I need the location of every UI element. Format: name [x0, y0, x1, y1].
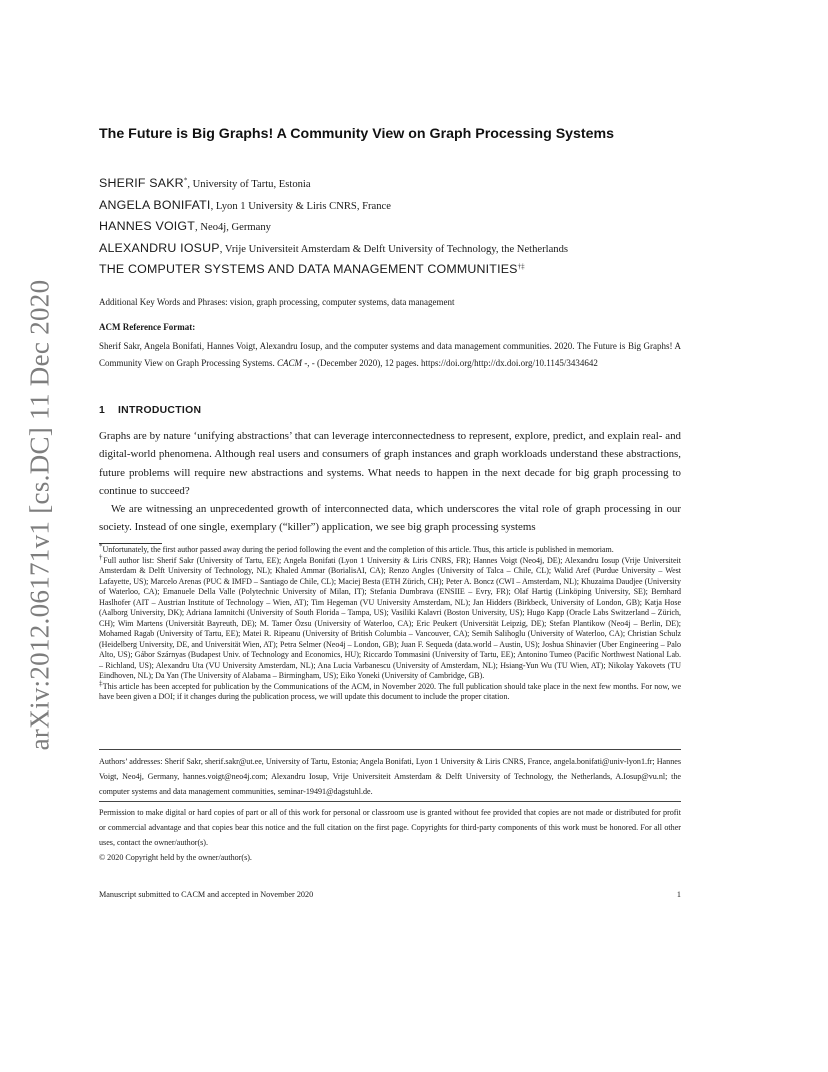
footnote-text: This article has been accepted for publication by the Communications of the ACM, in November 2020. The full publication should take place in the next few months. For now, we have been given a DOI; if it changes during the publication process, we will update this document to include the proper citation. — [99, 681, 682, 701]
permission-notice — [99, 805, 681, 865]
footnote-text: Unfortunately, the first author passed away during the period following the event and the completion of this article. Thus, this article is published in memoriam. — [102, 545, 614, 554]
author-list — [99, 173, 681, 281]
footnotes — [99, 542, 682, 703]
author-mark: †‡ — [517, 262, 525, 271]
paragraph: We are witnessing an unprecedented growth of interconnected data, which underscores the vital role of graph processing in our society. Instead of one single, exemplary (“killer”) application, we see big graph processing systems — [99, 503, 681, 534]
divider-rule — [99, 801, 681, 802]
footer-manuscript-note: Manuscript submitted to CACM and accepted in November 2020 — [99, 890, 314, 899]
author-affiliation: , Neo4j, Germany — [195, 222, 271, 233]
acm-reference — [99, 338, 681, 372]
footnote-text: Full author list: Sherif Sakr (University of Tartu, EE); Angela Bonifati (Lyon 1 University & Liris CNRS, FR); Hannes Voigt (Neo4j, DE); Alexandru Iosup (Vrije Universiteit Amsterdam & Delft University of Technology, NL); Khaled Ammar (BorialisAI, CA); Renzo Angles (University of Talca – Chile, CL); Walid Aref (Purdue University – West Lafayette, US); Marcelo Arenas (PUC & IMFD – Santiago de Chile, CL); Maciej Besta (ETH Zürich, CH); Peter A. Boncz (CWI – Amsterdam, NL); Khuzaima Daudjee (University of Waterloo, CA); Emanuele Della Valle (Polytechnic University of Milan, IT); Stefania Dumbrava (ENSIIE – Evry, FR); Olaf Hartig (Linköping University, SE); Bernhard Haslhofer (AIT – Austrian Institute of Technology – Wien, AT); Tim Hegeman (VU University Amsterdam, NL); Jan Hidders (Birkbeck, University of London, GB); Katja Hose (Aalborg University, DK); Adriana Iamnitchi (University of South Florida – Tampa, US); Vasiliki Kalavri (Boston University, US); Hugo Kapp (Oracle Labs Switzerland – Zürich, CH); Wim Martens (Universität Bayreuth, DE); M. Tamer Özsu (University of Waterloo, CA); Eric Peukert (Universität Leipzig, DE); Stefan Plantikow (Neo4j – Berlin, DE); Mohamed Ragab (University of Tartu, EE); Matei R. Ripeanu (University of British Columbia – Vancouver, CA); Semih Salihoglu (University of Waterloo, CA); Christian Schulz (Heidelberg University, DE, and Universität Wien, AT); Petra Selmer (Neo4j – London, GB); Juan F. Sequeda (data.world – Austin, US); Joshua Shinavier (Uber Engineering – Palo Alto, US); Gábor Szárnyas (Budapest Univ. of Technology and Economics, HU); Riccardo Tommasini (University of Tartu, EE); Antonino Tumeo (Pacific Northwest National Lab. – Richland, US); Alexandru Uta (VU University Amsterdam, NL); Ana Lucia Varbanescu (University of Amsterdam, NL); Hsiang-Yun Wu (TU Wien, AT); Nikolay Yakovets (TU Eindhoven, NL); Da Yan (The University of Alabama – Birmingham, US); Eiko Yoneki (University of Cambridge, GB). — [99, 555, 682, 680]
acm-reference-heading: ACM Reference Format: — [99, 322, 196, 332]
author-name: SHERIF SAKR — [99, 176, 184, 190]
keywords: Additional Key Words and Phrases: vision, graph processing, computer systems, data management — [99, 297, 455, 307]
section-title: INTRODUCTION — [118, 405, 202, 416]
author-affiliation: , Vrije Universiteit Amsterdam & Delft University of Technology, the Netherlands — [219, 243, 568, 255]
author-line — [99, 238, 681, 260]
footnote-rule — [99, 543, 162, 544]
copyright-text: © 2020 Copyright held by the owner/author(s). — [99, 853, 252, 862]
acm-reference-text: Sherif Sakr, Angela Bonifati, Hannes Voigt, Alexandru Iosup, and the computer systems and data management communities. 2020. The Future is Big Graphs! A Community View on Graph Processing Systems. — [99, 341, 681, 368]
author-affiliation: , Lyon 1 University & Liris CNRS, France — [210, 200, 391, 212]
author-name: THE COMPUTER SYSTEMS AND DATA MANAGEMENT COMMUNITIES — [99, 262, 518, 276]
permission-text: Permission to make digital or hard copies of part or all of this work for personal or classroom use is granted without fee provided that copies are not made or distributed for profit or commercial advantage and that copies bear this notice and the full citation on the first page. Copyrights for third-party components of this work must be honored. For all other uses, contact the owner/author(s). — [99, 808, 681, 847]
author-line — [99, 216, 681, 238]
acm-reference-venue: CACM — [277, 358, 303, 368]
author-addresses: Authors’ addresses: Sherif Sakr, sherif.sakr@ut.ee, University of Tartu, Estonia; Angela Bonifati, Lyon 1 University & Liris CNRS, France, angela.bonifati@univ-lyon1.fr; Hannes Voigt, Neo4j, Germany, hannes.voigt@neo4j.com; Alexandru Iosup, Vrije Universiteit Amsterdam & Delft University of Technology, the Netherlands, A.Iosup@vu.nl; the computer systems and data management communities, seminar-19491@dagstuhl.de. — [99, 757, 681, 796]
paper-title: The Future is Big Graphs! A Community View on Graph Processing Systems — [99, 126, 615, 142]
acm-reference-text-end: -, - (December 2020), 12 pages. https://doi.org/http://dx.doi.org/10.1145/3434642 — [302, 358, 598, 368]
author-line — [99, 259, 681, 281]
author-line — [99, 173, 681, 195]
section-heading — [99, 405, 201, 416]
page-footer — [99, 890, 681, 899]
author-mark: * — [183, 176, 188, 185]
footnote-star — [99, 542, 681, 556]
footnote-mark: ‡ — [99, 678, 103, 687]
footnote-dagger — [99, 552, 682, 682]
author-name: ALEXANDRU IOSUP — [99, 240, 220, 255]
author-name: ANGELA BONIFATI — [99, 197, 211, 212]
footnote-mark: * — [99, 542, 103, 551]
arxiv-sidebar — [18, 280, 62, 750]
author-name: HANNES VOIGT — [99, 219, 196, 233]
divider-rule — [99, 749, 681, 750]
page-number: 1 — [676, 890, 681, 899]
paragraph: Graphs are by nature ‘unifying abstractions’ that can leverage interconnectedness to represent, explore, predict, and explain real- and digital-world phenomena. Although real users and consumers of graph instances and graph workloads understand these abstractions, future problems will require new abstractions and systems. What needs to happen in the next decade for big graph processing to continue to succeed? — [99, 430, 681, 497]
author-line — [99, 195, 681, 217]
intro-body — [99, 427, 681, 537]
author-affiliation: , University of Tartu, Estonia — [187, 179, 311, 190]
arxiv-identifier: arXiv:2012.06171v1 [cs.DC] 11 Dec 2020 — [24, 279, 55, 751]
section-number: 1 — [99, 405, 106, 416]
footnote-ddagger — [99, 678, 682, 703]
footnote-mark: † — [99, 552, 104, 561]
